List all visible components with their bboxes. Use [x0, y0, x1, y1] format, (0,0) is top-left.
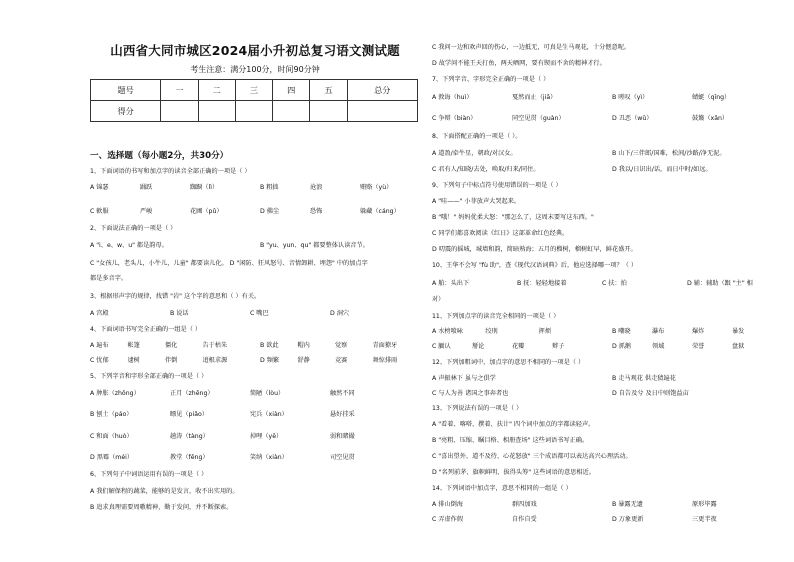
score-header-cell: 总分	[347, 80, 417, 101]
score-header-cell: 五	[310, 80, 347, 101]
question-line: B 山下/三伴郎/国难，松间/沙路/净无泥。	[612, 150, 726, 157]
answer-option-text: 逮树	[127, 357, 140, 364]
answer-option-text: 同空见贯（guàn）	[512, 115, 565, 122]
answer-option-text: 觉察	[335, 342, 348, 349]
answer-option-text: 蜻蜓（qīng）	[692, 94, 731, 101]
score-table-score-row	[91, 101, 418, 122]
answer-option-text: C 軟服	[90, 208, 109, 215]
question-line: A "i、e、w、u" 都是韵母。	[90, 242, 168, 249]
score-input-cell[interactable]	[347, 101, 417, 122]
question-line: C 同学们都喜欢阅读《红日》这部革命红色经典。	[432, 230, 569, 237]
question-line: 8、下面搭配正确的一项是（ ）。	[432, 133, 522, 140]
question-line: A 声振林下 虽与之俱学	[432, 375, 496, 382]
answer-option-text: A 水榜喷咏	[432, 328, 463, 335]
answer-option-text: B 欲此	[260, 342, 279, 349]
question-line: 都是多音字。	[90, 275, 128, 282]
answer-option-text: D 辅：辅助（跟 "主" 相	[687, 280, 753, 287]
question-line: 3、根据形声字的规律，找错 "岩" 这个字的意思和（ ）有关。	[90, 293, 261, 300]
answer-option-text: 领域	[652, 343, 665, 350]
answer-option-text: 青面獠牙	[372, 342, 398, 349]
question-line: A "哇——" 小菲放声大哭起来。	[432, 198, 521, 205]
answer-option-text: D 频繁	[260, 357, 280, 364]
score-row-label: 得分	[91, 101, 161, 122]
answer-option-text: A 宫殿	[90, 310, 109, 317]
question-line: D "名列前茅、旗帜鲜明、拔得头筹" 这些词语的意思相近。	[432, 469, 595, 476]
answer-option-text: 贿赂（yù）	[360, 184, 393, 191]
question-line: B 走马观花 供走猜遍花	[612, 375, 676, 382]
answer-option-text: D 黑霉（méi）	[90, 454, 134, 461]
answer-option-text: 戛然而止（jiā）	[512, 94, 557, 101]
answer-option-text: 严峻	[140, 208, 153, 215]
answer-option-text: 笑纳（xiàn）	[250, 454, 288, 461]
score-input-cell[interactable]	[235, 101, 272, 122]
answer-option-text: A 锦瑟	[90, 184, 109, 191]
answer-option-text: D 万象更新	[612, 516, 644, 523]
question-line: A "看着、喀嗒、撰着、扶计" 四个词中加点的字都读轻声。	[432, 421, 595, 428]
answer-option-text: 辫子	[552, 343, 565, 350]
question-line: 7、下列字音、字形完全正确的一项是（ ）	[432, 76, 550, 83]
score-input-cell[interactable]	[198, 101, 235, 122]
answer-option-text: 花圃（pǔ）	[190, 208, 223, 215]
answer-option-text: C 扶：拍	[602, 280, 627, 287]
answer-option-text: 趟涛（tàng）	[170, 433, 209, 440]
answer-option-text: 瀑布	[652, 328, 665, 335]
score-input-cell[interactable]	[273, 101, 310, 122]
answer-option-text: 挥烦	[538, 328, 552, 335]
question-line: 11、下列加点字的读音完全相同的一项是（ ）	[432, 313, 560, 320]
answer-option-text: 绞刑	[485, 328, 498, 335]
question-line: 13、下列说法有误的一项是（ ）	[432, 405, 523, 412]
score-table-header-row	[91, 80, 418, 101]
answer-option-text: 暴发	[732, 328, 745, 335]
answer-option-text: D 洞穴	[330, 310, 350, 317]
page-title: 山西省大同市城区2024届小升初总复习语文测试题	[110, 43, 400, 58]
answer-option-text: 悬好挂采	[330, 411, 355, 418]
question-line: D 叨震的摇城，城墙和韵，简暗熟海；五月的榴树，榴树虹早，鲜花盛开。	[432, 246, 637, 253]
answer-option-text: C 腼认	[432, 343, 451, 350]
question-line: 1、下面词语的书写和加点字的读音全部正确的一项是（ ）	[90, 168, 251, 175]
answer-option-text: 教堂（fēng）	[170, 454, 209, 461]
question-line: 10、王华不会写 "fù 助"，查《现代汉语词典》后，他应选择哪一项？（ ）	[432, 262, 638, 269]
score-input-cell[interactable]	[310, 101, 347, 122]
answer-option-text: 触然不同	[330, 390, 355, 397]
score-header-cell: 三	[235, 80, 272, 101]
answer-option-text: B 嗟叹（yì）	[612, 94, 649, 101]
answer-option-text: C 弄虚作假	[432, 516, 464, 523]
answer-option-text: C 嘴巴	[250, 310, 269, 317]
answer-option-text: 简陋（lòu）	[250, 390, 285, 397]
answer-option-text: 荣誉	[692, 343, 705, 350]
answer-option-text: A 敦诲（huì）	[432, 94, 473, 101]
question-line: A 道盈/牵牛星，朝政/对汉女。	[432, 150, 517, 157]
answer-option-text: A 排山倒海	[432, 501, 463, 508]
answer-option-text: D 丑恶（wǔ）	[612, 115, 653, 122]
answer-option-text: 告于枯朱	[202, 342, 228, 349]
answer-option-text: 花瓣	[512, 343, 525, 350]
answer-option-text: B 抚：轻轻地接着	[517, 280, 567, 287]
answer-option-text: B 刨土（páo）	[90, 411, 133, 418]
question-line: D 我以/日识出/话，而日中时/如远。	[612, 166, 712, 173]
answer-option-text: 僵化	[165, 342, 178, 349]
answer-option-text: 帐篷	[127, 342, 140, 349]
answer-option-text: A 肿胀（zhǒng）	[90, 390, 140, 397]
answer-option-text: 三更半夜	[692, 516, 717, 523]
answer-option-text: 弱和睹撮	[330, 433, 355, 440]
score-table	[90, 79, 418, 122]
question-line: C 我问一边和欢声回的伤心，一边抵无，可真是生马观花，十分惬意呢。	[432, 44, 631, 51]
answer-option-text: C 忧郁	[90, 357, 109, 364]
answer-option-text: 原形毕露	[692, 501, 717, 508]
answer-option-text: 瞟见（piǎo）	[170, 411, 208, 418]
answer-option-text: 群四加戏	[512, 501, 537, 508]
answer-option-text: 盘狱	[732, 343, 745, 350]
question-line: 4、下面词语书写完全正确的一组是（ ）	[90, 326, 202, 333]
answer-option-text: 踊跃	[140, 184, 153, 191]
answer-option-text: 沧浪	[310, 184, 323, 191]
answer-option-text: D 佛尘	[260, 208, 280, 215]
answer-option-text: 恐怖	[310, 208, 323, 215]
section-heading: 一、选择题（每小题2分，共30分）	[90, 151, 229, 161]
answer-option-text: C 争辩（biàn）	[432, 115, 477, 122]
answer-option-text: 帽内	[297, 342, 310, 349]
question-line: 对）	[432, 296, 445, 303]
question-line: C "喜出望外、道不及待、心花怒放" 三个成语都可以表达高兴心理活动。	[432, 453, 632, 460]
question-line: 9、下列句子中标点符号使用错误的一项是（ ）	[432, 182, 562, 189]
question-line: A 我们解保程的蔬菜，能够的是发言，收不出实用的。	[90, 488, 239, 495]
question-line: B "亮粗、压缩、瞩目格、相册查场" 这些词语书写正确。	[432, 437, 589, 444]
answer-option-text: 司空见贯	[330, 454, 355, 461]
question-line: 12、下列加粗词中，加点字的意思不相同的一项是（ ）	[432, 359, 585, 366]
answer-option-text: D 抓鹅	[612, 343, 632, 350]
answer-option-text: 追根求源	[202, 357, 228, 364]
answer-option-text: A 遍布	[90, 342, 109, 349]
question-line: 14、下列词语中加点字，意思不相同的一组是（ ）	[432, 485, 572, 492]
answer-option-text: B 粗拙	[260, 184, 279, 191]
answer-option-text: A 舶：头出下	[432, 280, 470, 287]
answer-option-text: B 嘲晓	[612, 328, 631, 335]
score-header-cell: 题号	[91, 80, 161, 101]
answer-option-text: 爆炸	[692, 328, 705, 335]
answer-option-text: 自作自受	[512, 516, 537, 523]
question-line: D 自告及兮 及日中则饱益亩	[612, 390, 689, 397]
question-line: C 与人为善 诸国之事奔者也	[432, 390, 509, 397]
answer-option-text: 舒静	[297, 357, 310, 364]
answer-option-text: 宪兵（xiàn）	[250, 411, 288, 418]
answer-option-text: B 说话	[170, 310, 189, 317]
score-header-cell: 四	[273, 80, 310, 101]
score-input-cell[interactable]	[161, 101, 198, 122]
question-line: C "女孩儿，老头儿，小牛儿，儿童" 都要读儿化。 D "闲防、狂风怒号、音情卸耕、埋怨" 中的加点字	[90, 260, 368, 267]
answer-option-text: C 和面（huò）	[90, 433, 133, 440]
exam-notice: 考生注意：满分100分，时间90分钟	[190, 65, 320, 74]
answer-option-text: 正月（zhēng）	[170, 390, 214, 397]
answer-option-text: 躲藏（cáng）	[360, 208, 400, 215]
answer-option-text: 伴倒	[165, 357, 178, 364]
question-line: B "哦！" 妈妈优柔大怒："那怎么了，这周末要写这东西。"	[432, 214, 594, 221]
answer-option-text: B 暴露无遗	[612, 501, 643, 508]
answer-option-text: 踟蹰（lì）	[190, 184, 219, 191]
question-line: 2、下面说法正确的一项是（ ）	[90, 225, 177, 232]
score-header-cell: 二	[198, 80, 235, 101]
question-line: B "yu、yun、qu" 都要整体认读音节。	[260, 242, 369, 249]
question-line: B 追求真理需要周嗷精神，勤于发问，并不断探索。	[90, 504, 233, 511]
score-header-cell: 一	[161, 80, 198, 101]
answer-option-text: 竞赛	[335, 357, 348, 364]
question-line: D 故学问不能王天打鱼，两天晒网，要有锲而不舍的精神才行。	[432, 60, 606, 67]
answer-option-text: 掰论	[472, 343, 485, 350]
answer-option-text: 舞惊排雨	[372, 357, 398, 364]
question-line: 6、下列句子中词语运用有误的一项是（ ）	[90, 471, 208, 478]
question-line: C 君有人/知晓/去处，唤取/归来/同住。	[432, 166, 540, 173]
answer-option-text: 鼓簸（xǎn）	[692, 115, 729, 122]
answer-option-text: 掉哩（yě）	[250, 433, 283, 440]
question-line: 5、下列字音和字形全部正确的一项是（ ）	[90, 373, 208, 380]
